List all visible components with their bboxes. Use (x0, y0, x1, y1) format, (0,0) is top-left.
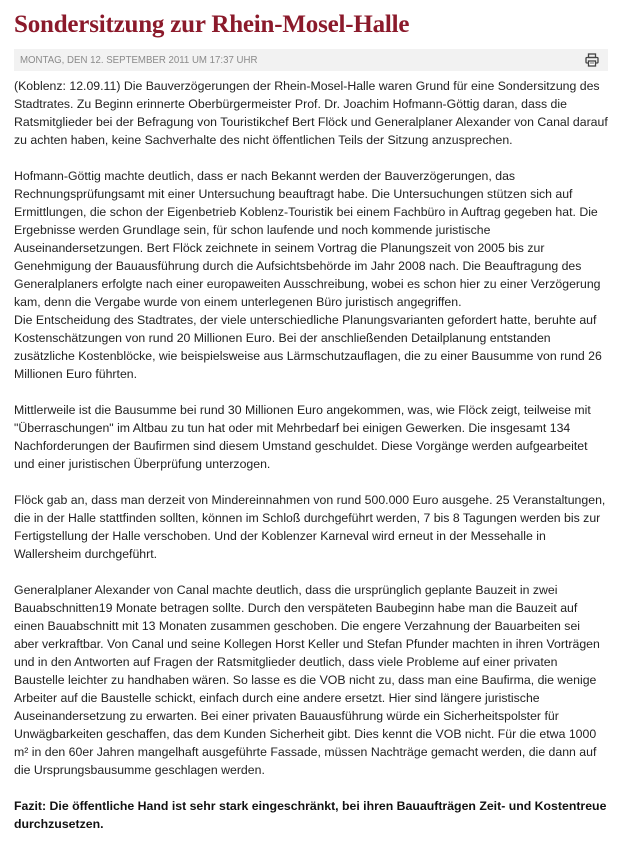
paragraph-investigation: Hofmann-Göttig machte deutlich, dass er nach Bekannt werden der Bauverzögerungen, das Rechnungsprüfungsamt mit einer Untersuchung beauftragt habe. Die Untersuchungen stützen sich auf Ermittlungen, die schon der Eigenbetrieb Koblenz-Touristik bei einem Fachbüro in Auftrag gegeben hat. Die Ergebnisse werden Grundlage sein, für schon laufende und noch kommende juristische Auseinandersetzungen. Bert Flöck zeichnete in seinem Vortrag die Planungszeit von 2005 bis zur Genehmigung der Bauausführung durch die Aufsichtsbehörde im Jahr 2008 nach. Die Beauftragung des Generalplaners erfolgte nach einer europaweiten Ausschreibung, wobei es schon hier zu einer Verzögerung kam, denn die Vergabe wurde von einem unterlegenen Büro juristisch angegriffen. (14, 169, 601, 309)
article (14, 0, 608, 851)
paragraph-conclusion: Fazit: Die öffentliche Hand ist sehr stark eingeschränkt, bei ihren Bauaufträgen Zeit- und Kostentreue durchzusetzen. (14, 799, 607, 831)
paragraph-cost-estimate: Die Entscheidung des Stadtrates, der viele unterschiedliche Planungsvarianten gefordert hatte, beruhte auf Kostenschätzungen von rund 20 Millionen Euro. Bei der anschließenden Detailplanung entstanden zusätzliche Kostenblöcke, wie beispielsweise aus Lärmschutzauflagen, die zu einer Bausumme von rund 26 Millionen Euro führten. (14, 313, 602, 381)
publish-date: MONTAG, DEN 12. SEPTEMBER 2011 UM 17:37 UHR (20, 54, 258, 66)
article-meta-bar (14, 49, 608, 71)
article-title: Sondersitzung zur Rhein-Mosel-Halle (14, 11, 410, 38)
paragraph-current-cost: Mittlerweile ist die Bausumme bei rund 30 Millionen Euro angekommen, was, wie Flöck zeigt, teilweise mit "Überraschungen" im Altbau zu tun hat oder mit Mehrbedarf bei einigen Gewerken. Die insgesamt 134 Nachforderungen der Baufirmen sind diesem Umstand geschuldet. Diese Vorgänge werden aufgearbeitet und einer juristischen Überprüfung unterzogen. (14, 403, 591, 471)
article-body (14, 77, 608, 833)
paragraph-intro: (Koblenz: 12.09.11) Die Bauverzögerungen der Rhein-Mosel-Halle waren Grund für eine Sondersitzung des Stadtrates. Zu Beginn erinnerte Oberbürgermeister Prof. Dr. Joachim Hofmann-Göttig daran, dass die Ratsmitglieder bei der Befragung von Touristikchef Bert Flöck und Generalplaner Alexander von Canal darauf zu achten haben, keine Sachverhalte des nicht öffentlichen Teils der Sitzung anzusprechen. (14, 79, 608, 147)
paragraph-revenue-loss: Flöck gab an, dass man derzeit von Mindereinnahmen von rund 500.000 Euro ausgehe. 25 Veranstaltungen, die in der Halle stattfinden sollten, können im Schloß durchgeführt werden, 7 bis 8 Tagungen werden bis zur Fertigstellung der Halle verschoben. Und der Koblenzer Karneval wird erneut in der Messehalle in Wallersheim durchgeführt. (14, 493, 606, 561)
printer-icon[interactable] (585, 53, 599, 67)
paragraph-general-planner: Generalplaner Alexander von Canal machte deutlich, dass die ursprünglich geplante Bauzeit in zwei Bauabschnitten19 Monate betragen sollte. Durch den verspäteten Baubeginn habe man die Bauzeit auf einen Bauabschnitt mit 13 Monaten zusammen geschoben. Die engere Verzahnung der Bauarbeiten sei aber verkraftbar. Von Canal und seine Kollegen Horst Keller und Stefan Pfunder machten in ihren Vorträgen und in den Antworten auf Fragen der Ratsmitglieder deutlich, dass viele Probleme auf einer privaten Baustelle leichter zu handhaben wären. So lasse es die VOB nicht zu, dass man eine Baufirma, die wenige Arbeiter auf die Baustelle schickt, einfach durch eine andere ersetzt. Hier sind längere juristische Auseinandersetzung zu erwarten. Bei einer privaten Bauausführung würde ein Sicherheitspolster für Unwägbarkeiten geschaffen, das dem Kunden Sicherheit gibt. Dies kennt die VOB nicht. Für die etwa 1000 m² in den 60er Jahren mangelhaft ausgeführte Fassade, müssen Nachträge gemacht werden, die dann auf die Ursprungsbausumme geschlagen werden. (14, 583, 600, 777)
